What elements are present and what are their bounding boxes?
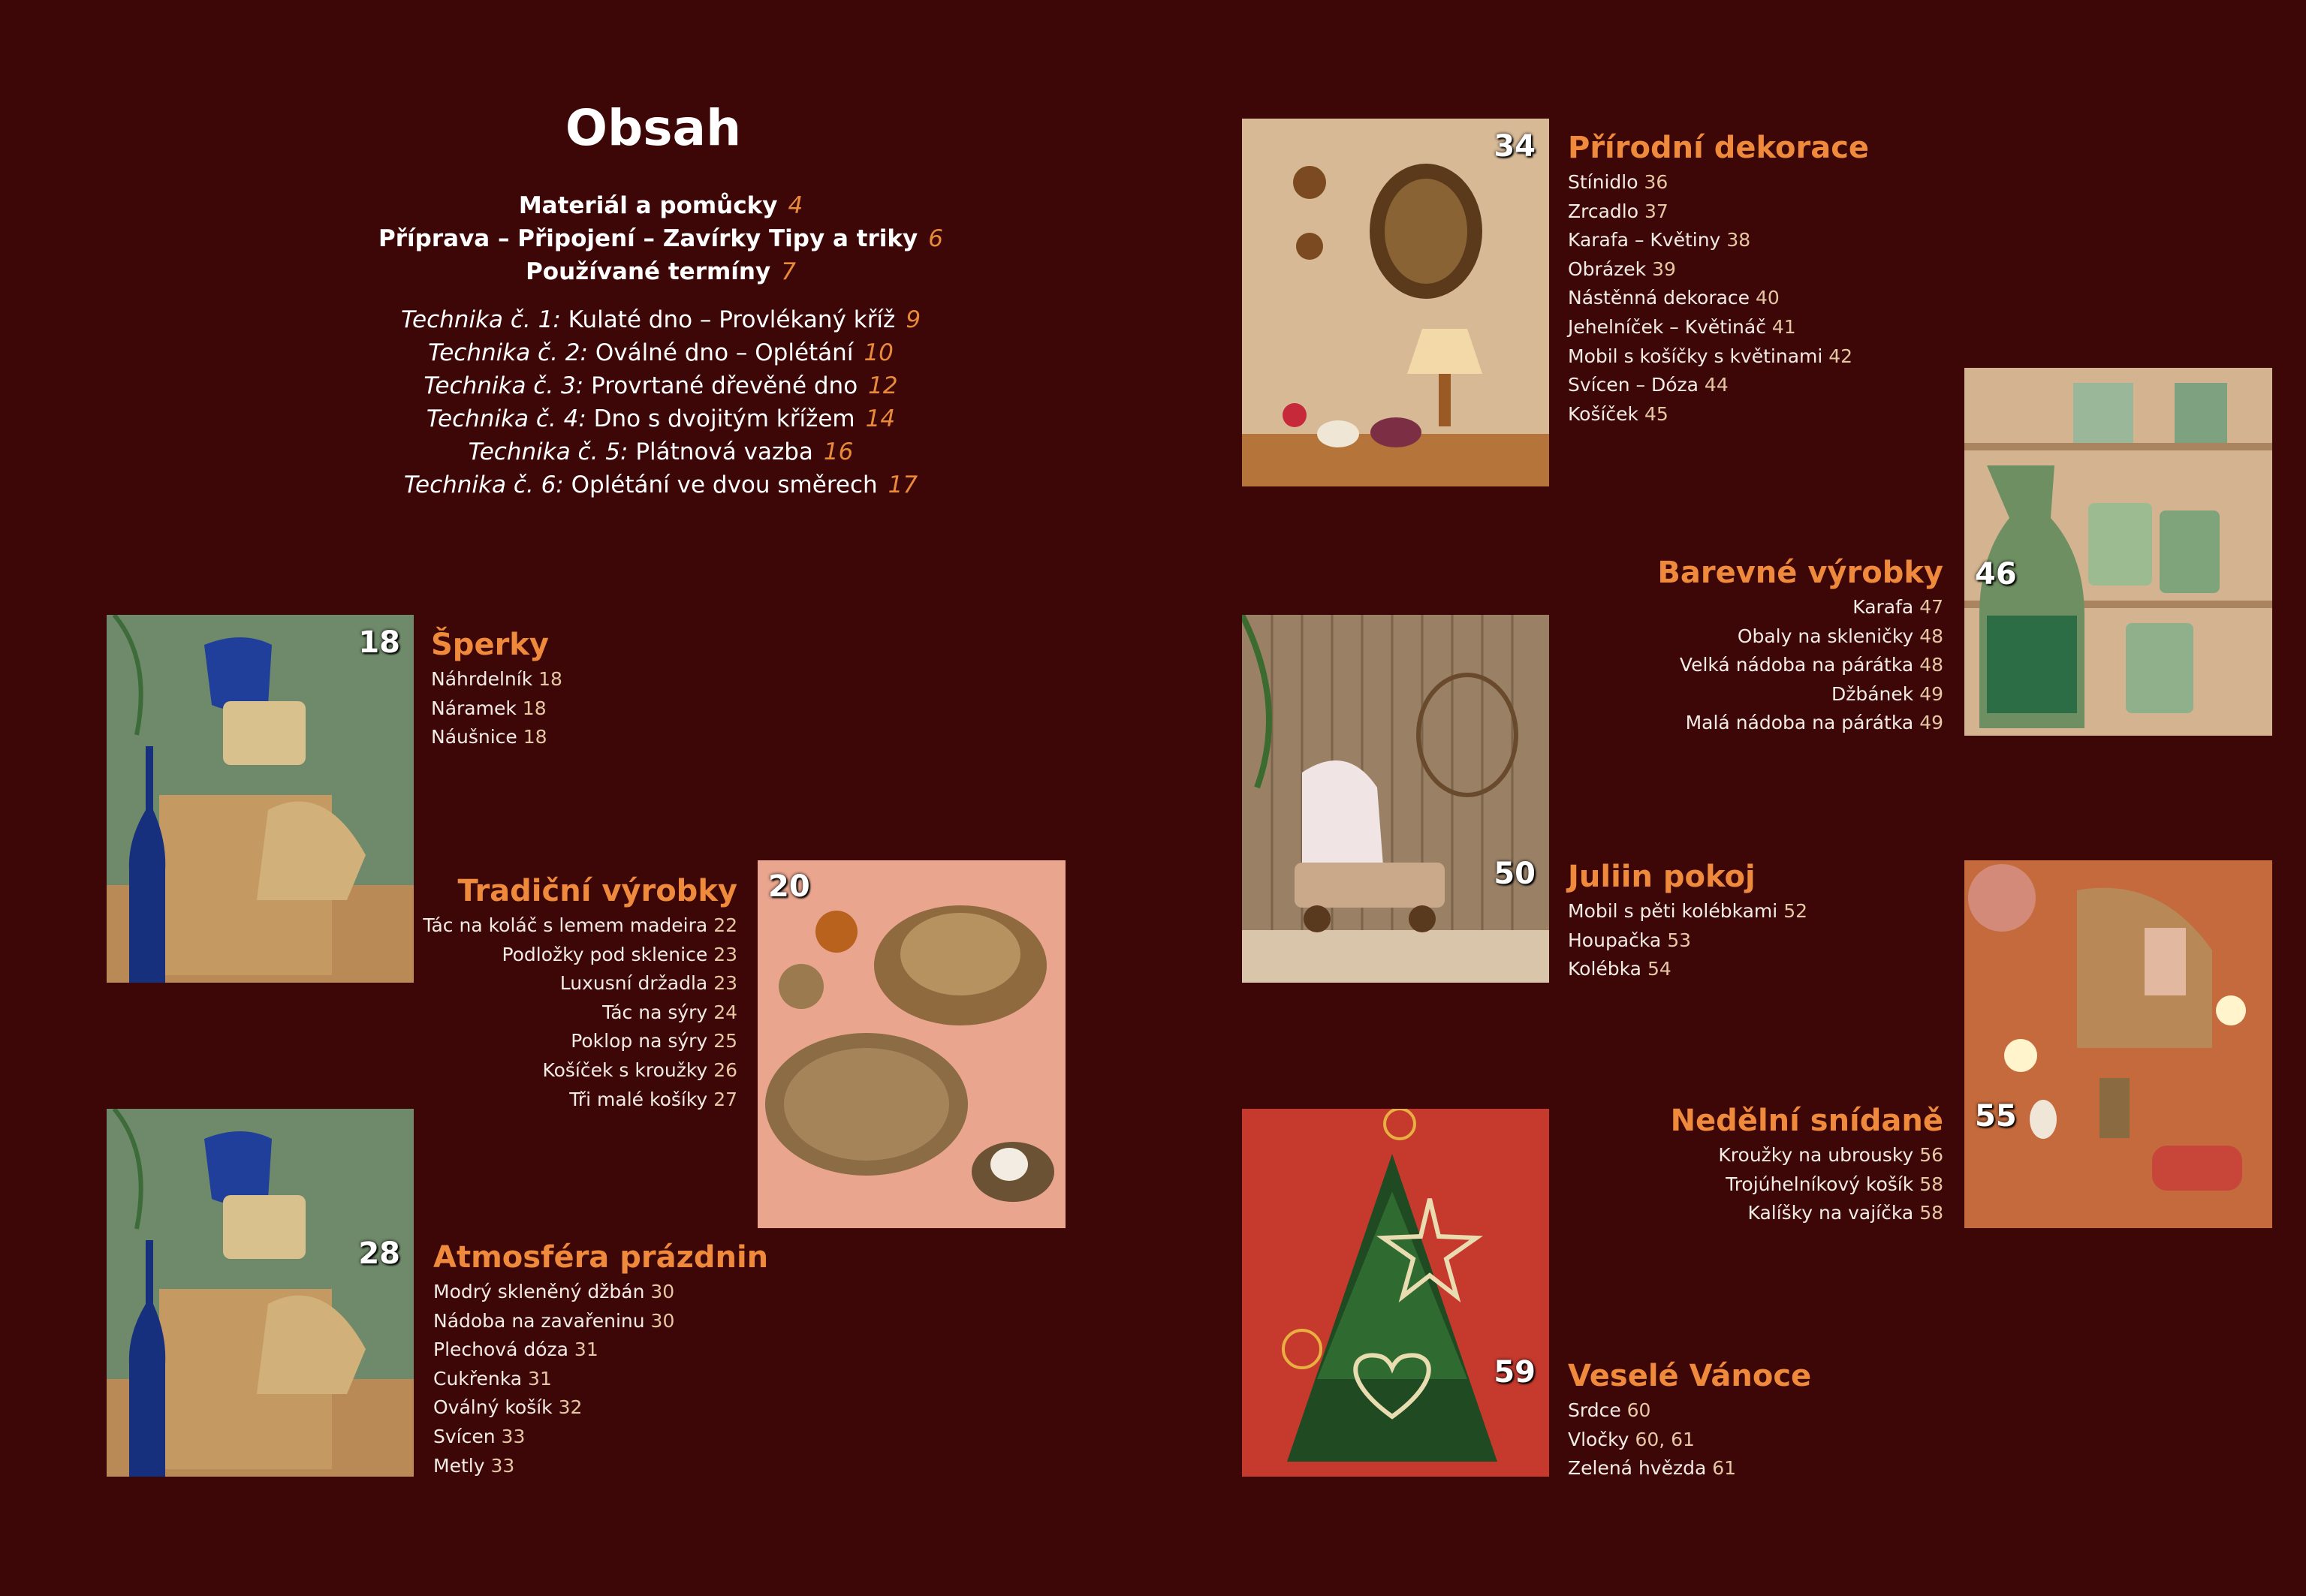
list-item: Podložky pod sklenice 23: [502, 943, 737, 965]
list-item: Obrázek 39: [1568, 257, 1676, 280]
list-item: Luxusní držadla 23: [559, 972, 737, 995]
list-item: Nádoba na zavařeninu 30: [433, 1309, 675, 1332]
sperky-page-badge: 18: [358, 625, 400, 660]
section-items: [1568, 1396, 1811, 1483]
list-item: Oválný košík 32: [433, 1396, 583, 1419]
technique-item: Technika č. 5: Plátnová vazba 16: [468, 438, 854, 465]
list-item: Jehelníček – Květináč 41: [1568, 315, 1796, 338]
list-item: Trojúhelníkový košík 58: [1726, 1173, 1943, 1195]
atmosfera-page-badge: 28: [358, 1236, 400, 1271]
list-item: Malá nádoba na párátka 49: [1685, 712, 1943, 734]
list-item: Svícen 33: [433, 1425, 526, 1447]
list-item: Náušnice 18: [431, 726, 547, 748]
technique-item: Technika č. 6: Oplétání ve dvou směrech 17: [403, 471, 918, 498]
list-item: Karafa 47: [1852, 596, 1943, 618]
section-atmosfera: [433, 1240, 768, 1480]
intro-list: [195, 189, 1126, 288]
section-items: [1657, 593, 1943, 738]
nedelni-photo: [1964, 860, 2272, 1228]
list-item: Nástěnná dekorace 40: [1568, 287, 1780, 309]
list-item: Kroužky na ubrousky 56: [1718, 1144, 1943, 1166]
vanoce-page-badge: 59: [1494, 1355, 1536, 1390]
section-items: [1568, 897, 1807, 984]
section-sperky: [431, 628, 562, 752]
list-item: Košíček s kroužky 26: [542, 1058, 737, 1081]
section-items: [1671, 1141, 1943, 1228]
section-nedelni: [1671, 1104, 1943, 1228]
section-items: [431, 665, 562, 752]
tradicni-photo: [758, 860, 1066, 1228]
list-item: Náramek 18: [431, 697, 547, 719]
intro-item: Materiál a pomůcky 4: [518, 192, 803, 219]
list-item: Stínidlo 36: [1568, 171, 1668, 193]
list-item: Kolébka 54: [1568, 958, 1671, 980]
list-item: Velká nádoba na párátka 48: [1679, 654, 1943, 676]
sperky-photo: [107, 615, 414, 983]
section-title: Veselé Vánoce: [1568, 1359, 1812, 1393]
prirodni-photo: [1242, 119, 1549, 486]
section-title: Barevné výrobky: [1657, 556, 1943, 590]
barevne-photo: [1964, 368, 2272, 736]
section-tradicni: [423, 874, 737, 1114]
list-item: Cukřenka 31: [433, 1367, 552, 1390]
list-item: Tác na sýry 24: [602, 1001, 737, 1023]
julii-page-badge: 50: [1494, 857, 1536, 891]
technique-item: Technika č. 3: Provrtané dřevěné dno 12: [424, 372, 898, 399]
technique-item: Technika č. 2: Oválné dno – Oplétání 10: [428, 339, 894, 366]
list-item: Houpačka 53: [1568, 929, 1691, 951]
list-item: Modrý skleněný džbán 30: [433, 1281, 675, 1302]
technique-list: [195, 303, 1126, 501]
list-item: Zelená hvězda 61: [1568, 1457, 1737, 1480]
list-item: Tác na koláč s lemem madeira 22: [423, 914, 737, 936]
list-item: Kalíšky na vajíčka 58: [1747, 1202, 1943, 1224]
technique-item: Technika č. 1: Kulaté dno – Provlékaný kříž 9: [400, 306, 921, 333]
list-item: Srdce 60: [1568, 1399, 1651, 1421]
julii-photo: [1242, 615, 1549, 983]
list-item: Obaly na skleničky 48: [1737, 625, 1943, 647]
list-item: Mobil s pěti kolébkami 52: [1568, 900, 1807, 922]
list-item: Vločky 60, 61: [1568, 1428, 1695, 1450]
intro-item: Příprava – Připojení – Zavírky Tipy a triky 6: [378, 225, 943, 252]
section-title: Přírodní dekorace: [1568, 131, 1870, 165]
list-item: Tři malé košíky 27: [569, 1088, 737, 1110]
list-item: Svícen – Dóza 44: [1568, 374, 1729, 396]
list-item: Mobil s košíčky s květinami 42: [1568, 345, 1853, 367]
tradicni-page-badge: 20: [768, 869, 810, 904]
section-title: Juliin pokoj: [1568, 860, 1756, 894]
list-item: Karafa – Květiny 38: [1568, 229, 1751, 251]
section-items: [433, 1278, 768, 1480]
barevne-page-badge: 46: [1975, 557, 2017, 592]
section-title: Atmosféra prázdnin: [433, 1240, 769, 1275]
section-vanoce: [1568, 1359, 1811, 1483]
section-items: [423, 911, 737, 1114]
page-title: Obsah: [565, 99, 742, 157]
section-barevne: [1657, 556, 1943, 738]
list-item: Džbánek 49: [1831, 682, 1943, 705]
list-item: Náhrdelník 18: [431, 668, 562, 690]
intro-item: Používané termíny 7: [526, 258, 796, 285]
section-title: Šperky: [431, 628, 549, 662]
list-item: Poklop na sýry 25: [571, 1030, 737, 1052]
section-prirodni: [1568, 131, 1869, 429]
vanoce-photo: [1242, 1109, 1549, 1477]
technique-item: Technika č. 4: Dno s dvojitým křížem 14: [426, 405, 896, 432]
section-julii: [1568, 860, 1807, 984]
section-title: Tradiční výrobky: [457, 874, 737, 908]
list-item: Zrcadlo 37: [1568, 200, 1668, 222]
list-item: Plechová dóza 31: [433, 1339, 598, 1361]
nedelni-page-badge: 55: [1975, 1099, 2017, 1134]
atmosfera-photo: [107, 1109, 414, 1477]
section-items: [1568, 168, 1869, 429]
list-item: Metly 33: [433, 1454, 515, 1477]
section-title: Nedělní snídaně: [1670, 1104, 1943, 1138]
prirodni-page-badge: 34: [1494, 129, 1536, 164]
list-item: Košíček 45: [1568, 402, 1668, 425]
